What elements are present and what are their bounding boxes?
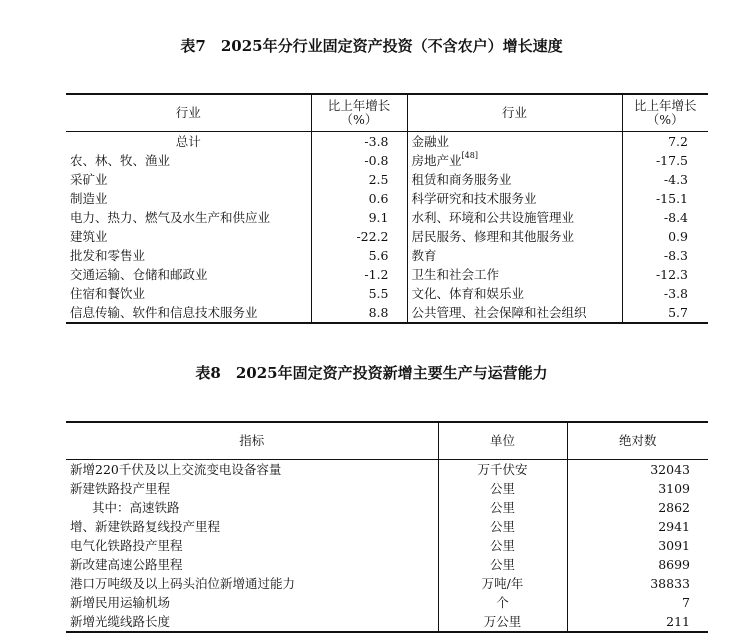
table7-title: 表7 2025年分行业固定资产投资（不含农户）增长速度: [180, 37, 563, 55]
indicator-value: 3109: [567, 479, 708, 498]
growth-value-left: 2.5: [311, 170, 407, 189]
table-row: [66, 517, 708, 536]
indicator-unit: 公里: [438, 536, 567, 555]
industry-name-right: [407, 227, 622, 246]
growth-label-line2: （%）: [340, 111, 378, 127]
table7-header-growth-right: [622, 94, 708, 131]
table-row: [66, 227, 708, 246]
industry-name-right-text: 租赁和商务服务业: [411, 171, 512, 187]
growth-value-left: 9.1: [311, 208, 407, 227]
growth-value-right: -12.3: [622, 265, 708, 284]
table-row: [66, 593, 708, 612]
industry-name-left: 电力、热力、燃气及水生产和供应业: [70, 209, 271, 225]
footnote-ref[interactable]: [48]: [461, 150, 478, 160]
industry-name-right-text: 科学研究和技术服务业: [411, 190, 537, 206]
industry-name-right: [407, 246, 622, 265]
industry-name-right: [407, 170, 622, 189]
indicator-unit: 个: [438, 593, 567, 612]
industry-name-left: 信息传输、软件和信息技术服务业: [70, 304, 258, 320]
growth-value-left: 5.6: [311, 246, 407, 265]
industry-name-right-text: 水利、环境和公共设施管理业: [411, 209, 575, 225]
indicator-unit: 万公里: [438, 612, 567, 632]
growth-value-left: 8.8: [311, 303, 407, 323]
table-row: [66, 284, 708, 303]
industry-name-left: 采矿业: [70, 171, 108, 187]
table-row: [66, 479, 708, 498]
table7-header-row: [66, 94, 708, 131]
indicator-unit: 公里: [438, 555, 567, 574]
industry-name-left: 总计: [175, 133, 201, 149]
table-row: [66, 208, 708, 227]
indicator-unit: 万吨/年: [438, 574, 567, 593]
indicator-name: 新增220千伏及以上交流变电设备容量: [70, 461, 282, 477]
industry-name-right-text: 金融业: [411, 133, 450, 149]
table-row: [66, 246, 708, 265]
growth-value-right: 7.2: [622, 131, 708, 151]
industry-name-right: [407, 189, 622, 208]
indicator-value: 3091: [567, 536, 708, 555]
table-row: [66, 189, 708, 208]
growth-value-right: -4.3: [622, 170, 708, 189]
industry-name-left: 制造业: [70, 190, 108, 206]
indicator-value: 38833: [567, 574, 708, 593]
table-row: [66, 574, 708, 593]
indicator-name: 新建铁路投产里程: [70, 480, 171, 496]
indicator-unit: 公里: [438, 498, 567, 517]
growth-value-left: 0.6: [311, 189, 407, 208]
industry-name-right: [407, 303, 622, 323]
table8-header-row: [66, 422, 708, 459]
growth-value-right: -3.8: [622, 284, 708, 303]
table8-title: 表8 2025年固定资产投资新增主要生产与运营能力: [195, 364, 548, 382]
growth-value-left: -0.8: [311, 151, 407, 170]
industry-name-right: [407, 151, 622, 170]
indicator-value: 2941: [567, 517, 708, 536]
table-row: [66, 612, 708, 632]
table-row: [66, 536, 708, 555]
growth-value-right: -15.1: [622, 189, 708, 208]
industry-name-left: 农、林、牧、渔业: [70, 152, 171, 168]
indicator-name: 新增民用运输机场: [70, 594, 171, 610]
growth-value-left: -22.2: [311, 227, 407, 246]
industry-name-left: 交通运输、仓储和邮政业: [70, 266, 208, 282]
indicator-value: 8699: [567, 555, 708, 574]
growth-value-right: 5.7: [622, 303, 708, 323]
table-row: [66, 170, 708, 189]
table7-header-industry-right: 行业: [407, 94, 622, 131]
indicator-unit: 公里: [438, 479, 567, 498]
indicator-name: 电气化铁路投产里程: [70, 537, 183, 553]
industry-name-left: 住宿和餐饮业: [70, 285, 146, 301]
indicator-name: 新改建高速公路里程: [70, 556, 183, 572]
growth-value-right: 0.9: [622, 227, 708, 246]
table8-new-capacity: [66, 421, 708, 633]
indicator-name: 其中：高速铁路: [92, 499, 180, 515]
table7-industry-growth: [66, 93, 708, 324]
industry-name-right: [407, 131, 622, 151]
industry-name-right: [407, 208, 622, 227]
growth-value-right: -8.4: [622, 208, 708, 227]
industry-name-left: 建筑业: [70, 228, 108, 244]
table-row: [66, 459, 708, 479]
industry-name-right-text: 卫生和社会工作: [411, 266, 500, 282]
indicator-value: 2862: [567, 498, 708, 517]
table8-header-indicator: 指标: [66, 422, 438, 459]
growth-value-left: -1.2: [311, 265, 407, 284]
indicator-value: 211: [567, 612, 708, 632]
industry-name-right: [407, 265, 622, 284]
table8-header-absolute: 绝对数: [567, 422, 708, 459]
table-row: [66, 265, 708, 284]
growth-value-right: -8.3: [622, 246, 708, 265]
growth-label-line1: 比上年增长: [327, 97, 391, 113]
industry-name-right-text: 教育: [411, 247, 437, 263]
indicator-name: 新增光缆线路长度: [70, 613, 171, 629]
table8-header-unit: 单位: [438, 422, 567, 459]
industry-name-right-text: 文化、体育和娱乐业: [411, 285, 525, 301]
indicator-unit: 公里: [438, 517, 567, 536]
table-row: [66, 303, 708, 323]
indicator-name: 港口万吨级及以上码头泊位新增通过能力: [70, 575, 296, 591]
growth-label-line2: （%）: [646, 111, 684, 127]
table-row: [66, 151, 708, 170]
indicator-unit: 万千伏安: [438, 459, 567, 479]
industry-name-right-text: 居民服务、修理和其他服务业: [411, 228, 575, 244]
industry-name-right-text: 房地产业: [411, 152, 462, 168]
growth-label-line1: 比上年增长: [633, 97, 697, 113]
indicator-name: 增、新建铁路复线投产里程: [70, 518, 221, 534]
table-row: [66, 131, 708, 151]
indicator-value: 32043: [567, 459, 708, 479]
industry-name-right-text: 公共管理、社会保障和社会组织: [411, 304, 587, 320]
table-row: [66, 498, 708, 517]
table7-header-industry-left: 行业: [66, 94, 311, 131]
indicator-value: 7: [567, 593, 708, 612]
growth-value-right: -17.5: [622, 151, 708, 170]
table-row: [66, 555, 708, 574]
industry-name-right: [407, 284, 622, 303]
growth-value-left: 5.5: [311, 284, 407, 303]
growth-value-left: -3.8: [311, 131, 407, 151]
industry-name-left: 批发和零售业: [70, 247, 146, 263]
table7-header-growth-left: [311, 94, 407, 131]
